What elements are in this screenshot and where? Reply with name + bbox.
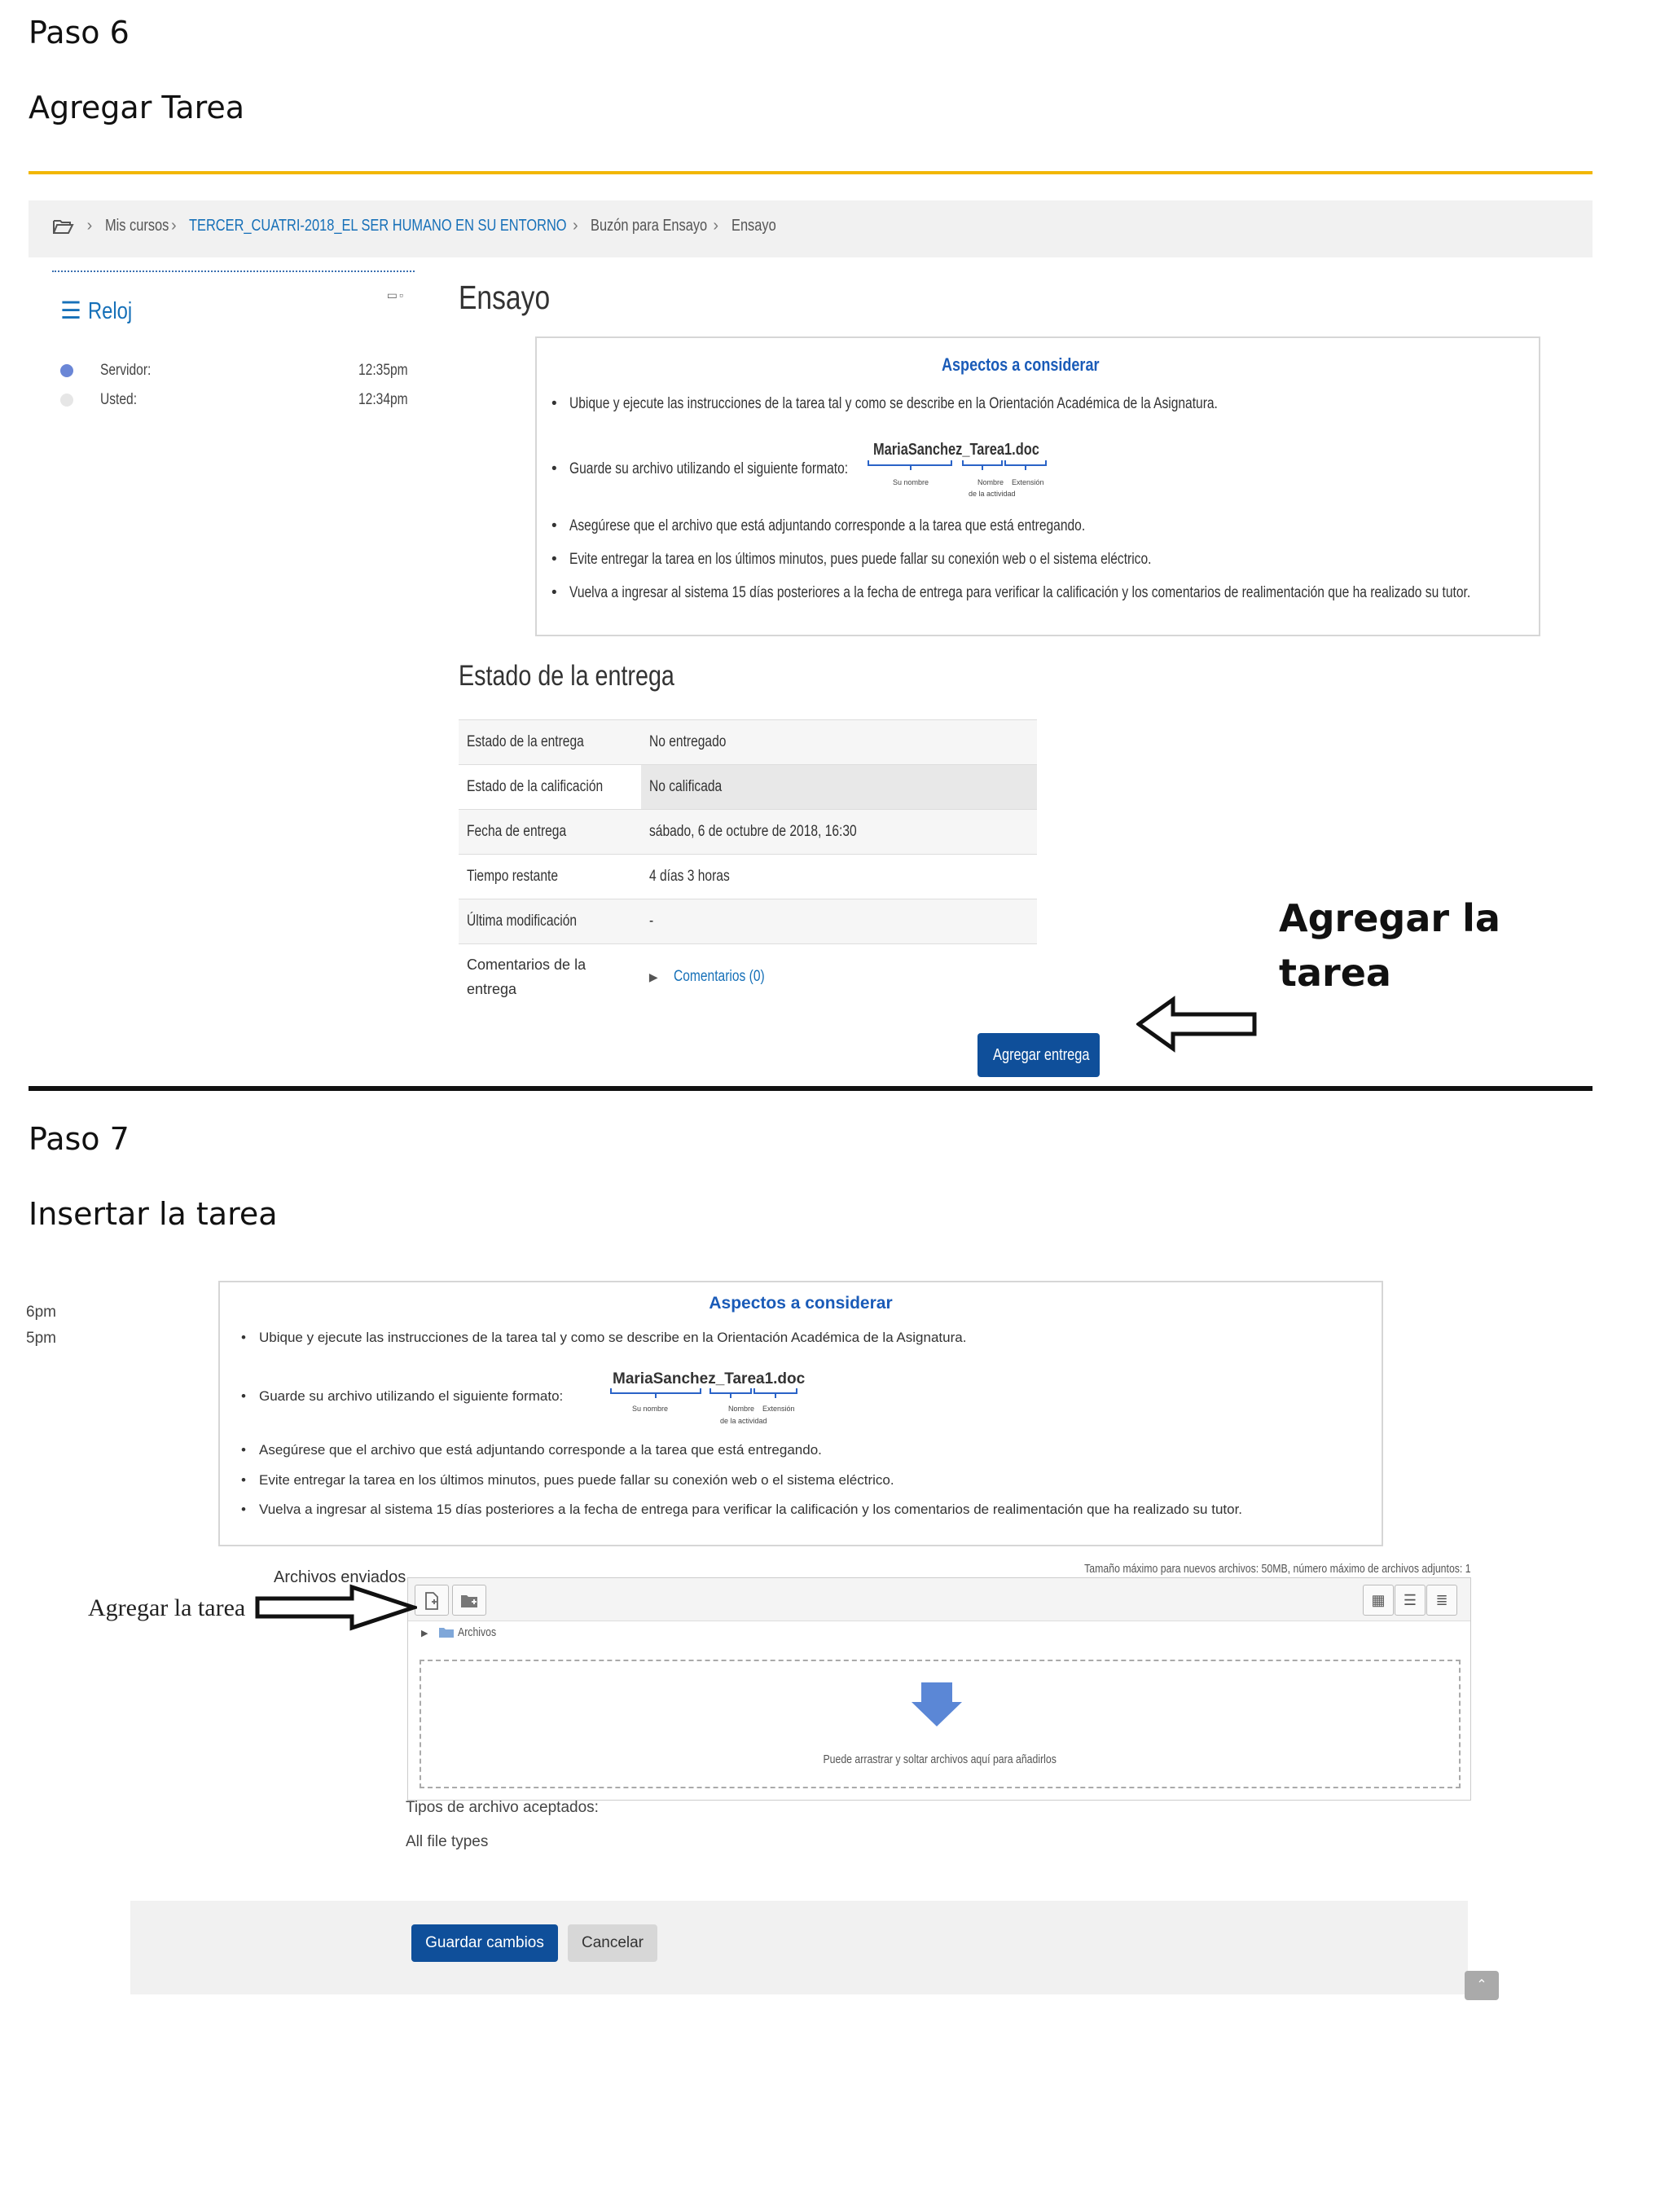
expand-triangle-icon: ▶: [421, 1629, 428, 1638]
format-example-step7: MariaSanchez_Tarea1.doc: [613, 1370, 806, 1387]
download-arrow-icon: [910, 1681, 964, 1728]
form-footer: [130, 1901, 1468, 1994]
drop-text: Puede arrastrar y soltar archivos aquí para añadirlos: [823, 1752, 1057, 1766]
aspects-title-step7: Aspectos a considerar: [709, 1294, 893, 1313]
step7-subheading: Insertar la tarea: [29, 1196, 278, 1232]
format-example: MariaSanchez_Tarea1.doc: [873, 441, 1039, 459]
block-controls[interactable]: ▭▫: [386, 288, 405, 301]
breadcrumb-ensayo[interactable]: Ensayo: [731, 217, 776, 235]
format-part-activity: Nombre: [977, 478, 1004, 486]
aspect-bullet-3-step7: • Asegúrese que el archivo que está adjuntando corresponde a la tarea que está entregando.: [259, 1442, 822, 1458]
drop-zone[interactable]: [420, 1660, 1461, 1788]
aspect-bullet-4-step7: • Evite entregar la tarea en los últimos minutos, pues puede fallar su conexión web o el sistema eléctrico.: [259, 1472, 894, 1489]
server-time-row: Servidor: 12:35pm: [60, 362, 402, 380]
comments-label: Comentarios de la entrega: [467, 956, 586, 997]
breadcrumb-mis-cursos[interactable]: Mis cursos: [104, 217, 169, 235]
file-path[interactable]: [421, 1625, 504, 1639]
grading-value: No calificada: [648, 778, 723, 795]
comments-link[interactable]: Comentarios (0): [673, 968, 765, 985]
format-part-name-step7: Su nombre: [632, 1405, 669, 1413]
table-row: [459, 899, 1037, 944]
add-file-icon[interactable]: [415, 1585, 449, 1616]
tree-view-icon[interactable]: ≣: [1426, 1585, 1457, 1616]
file-picker: [407, 1577, 1471, 1801]
file-path-label: Archivos: [457, 1625, 496, 1639]
scroll-top-icon[interactable]: ⌃: [1465, 1971, 1499, 2000]
aspect-bullet-4: Evite entregar la tarea en los últimos minutos, pues puede fallar su conexión web o el sistema eléctrico.: [569, 551, 1152, 568]
aspect-bullet-5-step7: • Vuelva a ingresar al sistema 15 días posteriores a la fecha de entrega para verificar la calificación y los comentarios de realimentación que ha realizado su tutor.: [259, 1502, 1242, 1518]
format-part-activity-2: de la actividad: [969, 490, 1016, 498]
side-time-2: 5pm: [26, 1330, 56, 1347]
annotation-step6-line2: tarea: [1279, 951, 1391, 995]
format-braces-step7: [609, 1387, 805, 1403]
server-globe-icon: [60, 364, 73, 377]
grading-label: Estado de la calificación: [467, 778, 604, 795]
table-row: [459, 720, 1037, 765]
format-part-name: Su nombre: [893, 478, 929, 486]
format-braces: [867, 459, 1054, 475]
step6-subheading: Agregar Tarea: [29, 90, 245, 125]
annotation-step7: Agregar la tarea: [88, 1594, 246, 1621]
black-divider: [29, 1086, 1593, 1091]
left-arrow-annotation-icon: [1136, 996, 1259, 1053]
folder-open-icon[interactable]: [53, 218, 74, 235]
aspect-bullet-1: Ubique y ejecute las instrucciones de la tarea tal y como se describe en la Orientación Académica de la Asignatura.: [569, 395, 1218, 412]
aspects-title: Aspectos a considerar: [942, 354, 1100, 375]
file-picker-toolbar: [408, 1578, 1470, 1621]
table-row: [459, 810, 1037, 855]
aspect-bullet-1-step7: • Ubique y ejecute las instrucciones de la tarea tal y como se describe en la Orientación Académica de la Asignatura.: [259, 1330, 966, 1346]
side-time-1: 6pm: [26, 1304, 56, 1321]
due-date-label: Fecha de entrega: [467, 823, 567, 840]
gold-divider: [29, 171, 1593, 174]
aspect-bullet-2-step7: • Guarde su archivo utilizando el siguiente formato:: [259, 1388, 563, 1405]
files-label: Archivos enviados: [274, 1568, 406, 1586]
clock-block: [52, 270, 415, 419]
aspects-box: [535, 336, 1540, 636]
annotation-step6-line1: Agregar la: [1279, 896, 1500, 940]
breadcrumb-course[interactable]: TERCER_CUATRI-2018_EL SER HUMANO EN SU ENTORNO: [189, 217, 567, 235]
cancel-button[interactable]: Cancelar: [568, 1924, 657, 1962]
accepted-types-label: Tipos de archivo aceptados:: [406, 1799, 599, 1816]
due-date-value: sábado, 6 de octubre de 2018, 16:30: [648, 823, 857, 840]
table-row: [459, 944, 1037, 1010]
format-part-extension: Extensión: [1012, 478, 1044, 486]
grid-view-icon[interactable]: ▦: [1363, 1585, 1394, 1616]
step6-heading: Paso 6: [29, 15, 130, 51]
format-part-activity-step7: Nombre: [728, 1405, 755, 1413]
page-title: Ensayo: [459, 279, 551, 316]
user-time-row: Usted: 12:34pm: [60, 391, 402, 409]
aspect-bullet-2: Guarde su archivo utilizando el siguiente formato:: [569, 460, 849, 477]
right-arrow-annotation-icon: [254, 1584, 417, 1631]
menu-icon: ☰: [60, 298, 81, 324]
status-value: No entregado: [648, 733, 727, 750]
format-part-activity-2-step7: de la actividad: [720, 1417, 767, 1425]
save-changes-button[interactable]: Guardar cambios: [411, 1924, 558, 1962]
list-view-icon[interactable]: ☰: [1395, 1585, 1426, 1616]
expand-triangle-icon[interactable]: ▶: [648, 970, 658, 983]
table-row: [459, 855, 1037, 899]
clock-block-title[interactable]: ☰ Reloj: [60, 298, 133, 324]
breadcrumb: › Mis cursos › TERCER_CUATRI-2018_EL SER HUMANO EN SU ENTORNO › Buzón para Ensayo › Ensayo: [29, 200, 1593, 257]
max-size-note: Tamaño máximo para nuevos archivos: 50MB, número máximo de archivos adjuntos: 1: [1084, 1562, 1471, 1576]
last-modified-label: Última modificación: [467, 913, 578, 930]
status-label: Estado de la entrega: [467, 733, 584, 750]
aspect-bullet-5: Vuelva a ingresar al sistema 15 días posteriores a la fecha de entrega para verificar la calificación y los comentarios de realimentación que ha realizado su tutor.: [569, 584, 1471, 601]
submission-status-heading: Estado de la entrega: [459, 660, 674, 692]
folder-icon: [438, 1627, 455, 1638]
aspect-bullet-3: Asegúrese que el archivo que está adjuntando corresponde a la tarea que está entregando.: [569, 517, 1086, 534]
aspects-box-step7: [218, 1281, 1383, 1546]
step7-heading: Paso 7: [29, 1121, 130, 1157]
user-icon: [60, 394, 73, 407]
submission-status-table: [459, 719, 1037, 1009]
breadcrumb-buzon[interactable]: Buzón para Ensayo: [591, 217, 708, 235]
accepted-types-value: All file types: [406, 1833, 489, 1850]
time-left-label: Tiempo restante: [467, 868, 559, 885]
create-folder-icon[interactable]: [452, 1585, 486, 1616]
last-modified-value: -: [648, 913, 654, 930]
time-left-value: 4 días 3 horas: [648, 868, 730, 885]
table-row: [459, 765, 1037, 810]
add-submission-button[interactable]: Agregar entrega: [977, 1033, 1100, 1077]
format-part-extension-step7: Extensión: [762, 1405, 795, 1413]
